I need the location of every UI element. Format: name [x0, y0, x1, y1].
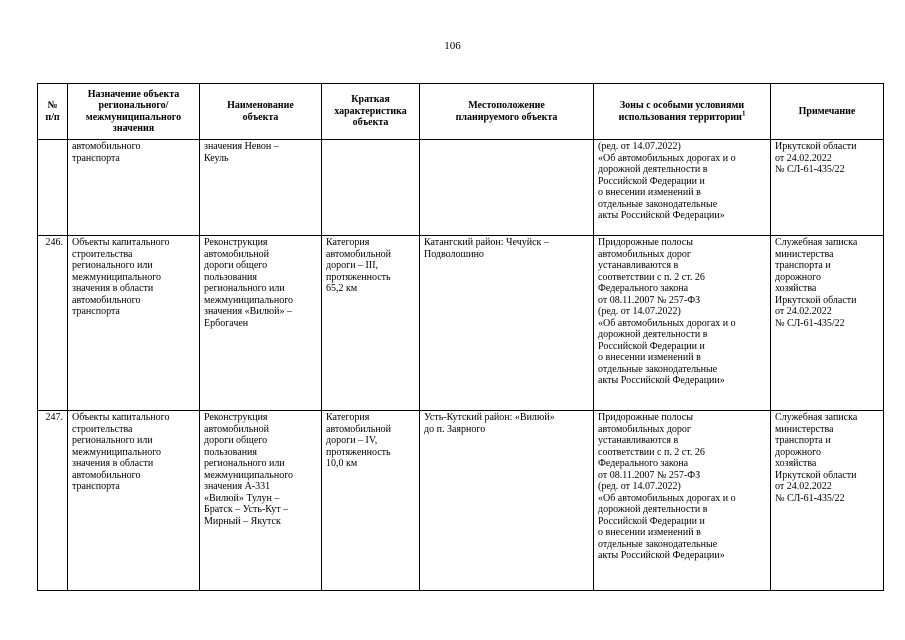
cell-line: Российской Федерации и	[598, 175, 705, 187]
cell-line: транспорта	[72, 306, 120, 317]
cell-line: автомобильной	[204, 423, 269, 435]
cell-line: «Об автомобильных дорогах и о	[598, 317, 736, 329]
cell-zones	[594, 411, 771, 591]
cell-line: автомобильных дорог	[598, 248, 692, 260]
cell-line: соответствии с п. 2 ст. 26	[598, 271, 705, 283]
cell-line: (ред. от 14.07.2022)	[598, 306, 681, 317]
cell-line: транспорта и	[775, 435, 831, 446]
cell-name	[200, 236, 322, 411]
cell-characteristic	[322, 411, 420, 591]
cell-line: Российской Федерации и	[598, 515, 705, 527]
cell-zones	[594, 140, 771, 236]
cell-line: дорожного	[775, 271, 821, 283]
cell-line: объекта	[352, 117, 389, 129]
cell-line: автомобильного	[72, 294, 141, 306]
cell-line: протяженность	[326, 446, 391, 458]
cell-line: п/п	[45, 111, 60, 123]
cell-line: значения в области	[72, 283, 154, 294]
cell-name	[200, 411, 322, 591]
table-row	[38, 140, 884, 236]
cell-purpose	[68, 140, 200, 236]
cell-line: дороги – IV,	[326, 435, 378, 446]
cell-line: пользования	[204, 271, 257, 283]
cell-line: от 24.02.2022	[775, 306, 832, 317]
cell-line: автомобильного	[72, 469, 141, 481]
cell-line: Служебная записка	[775, 237, 858, 248]
table-header-row	[38, 84, 884, 140]
cell-line: Подволошино	[424, 248, 484, 260]
cell-line: Категория	[326, 412, 370, 423]
cell-location	[420, 411, 594, 591]
cell-line: отдельные законодательные	[598, 538, 718, 550]
cell-line: отдельные законодательные	[598, 363, 718, 375]
cell-line: «Об автомобильных дорогах и о	[598, 152, 736, 164]
cell-line: Категория	[326, 237, 370, 248]
cell-line: хозяйства	[775, 458, 817, 469]
cell-line: дорожной деятельности в	[598, 329, 708, 340]
cell-line: Примечание	[798, 105, 856, 117]
header-zones	[594, 84, 771, 140]
header-characteristic	[322, 84, 420, 140]
cell-name	[200, 140, 322, 236]
cell-line: Ербогачен	[204, 317, 249, 329]
cell-line: № СЛ-61-435/22	[775, 164, 845, 175]
cell-line: Усть-Кутский район: «Вилюй»	[424, 412, 555, 423]
cell-num	[38, 140, 68, 236]
cell-line: значения	[112, 123, 155, 134]
cell-line: (ред. от 14.07.2022)	[598, 481, 681, 492]
cell-num: 247.	[38, 411, 68, 591]
cell-line: № СЛ-61-435/22	[775, 492, 845, 504]
cell-line: значения Невон –	[204, 141, 279, 152]
cell-zones	[594, 236, 771, 411]
cell-line: о внесении изменений в	[598, 527, 701, 538]
cell-purpose	[68, 411, 200, 591]
cell-line: Катангский район: Чечуйск –	[424, 237, 549, 248]
cell-line: регионального или	[72, 435, 153, 446]
cell-line: от 24.02.2022	[775, 481, 832, 492]
cell-line: Придорожные полосы	[598, 237, 693, 248]
cell-line: до п. Заярного	[424, 423, 486, 435]
cell-line: транспорта и	[775, 260, 831, 271]
cell-line: акты Российской Федерации»	[598, 550, 725, 561]
cell-line: дорожной деятельности в	[598, 504, 708, 515]
cell-line: дорожного	[775, 446, 821, 458]
cell-line: Краткая	[351, 94, 390, 106]
cell-line: устанавливаются в	[598, 435, 679, 446]
cell-line: автомобильной	[204, 248, 269, 260]
cell-line: дороги – III,	[326, 260, 379, 271]
cell-line: межмуниципального	[72, 446, 162, 458]
table-row	[38, 411, 884, 591]
cell-line: акты Российской Федерации»	[598, 375, 725, 386]
header-purpose	[68, 84, 200, 140]
cell-line: Иркутской области	[775, 469, 857, 481]
cell-line: министерства	[775, 423, 834, 435]
cell-line: 10,0 км	[326, 458, 358, 469]
cell-line: Объекты капитального	[72, 412, 170, 423]
cell-line: регионального или	[204, 458, 285, 469]
cell-characteristic	[322, 140, 420, 236]
cell-line: пользования	[204, 446, 257, 458]
cell-note	[771, 411, 884, 591]
cell-line: Мирный – Якутск	[204, 515, 281, 527]
cell-line: строительства	[72, 248, 133, 260]
cell-line: хозяйства	[775, 283, 817, 294]
cell-line: отдельные законодательные	[598, 198, 718, 210]
cell-location	[420, 236, 594, 411]
header-location	[420, 84, 594, 140]
cell-line: от 08.11.2007 № 257-ФЗ	[598, 469, 701, 481]
cell-line: Объекты капитального	[72, 237, 170, 248]
cell-note	[771, 236, 884, 411]
cell-line: транспорта	[72, 481, 120, 492]
cell-line: о внесении изменений в	[598, 187, 701, 198]
cell-line: акты Российской Федерации»	[598, 210, 725, 221]
cell-line: Зоны с особыми условиями	[619, 100, 745, 111]
cell-line: № СЛ-61-435/22	[775, 317, 845, 329]
cell-line: строительства	[72, 423, 133, 435]
footnote-marker: 1	[741, 109, 746, 118]
cell-line: Иркутской области	[775, 294, 857, 306]
header-num	[38, 84, 68, 140]
cell-line: от 24.02.2022	[775, 152, 832, 164]
cell-line: регионального или	[204, 283, 285, 294]
cell-line: межмуниципального	[204, 294, 294, 306]
cell-location	[420, 140, 594, 236]
cell-line: устанавливаются в	[598, 260, 679, 271]
cell-line: автомобильного	[72, 141, 141, 152]
objects-table	[37, 83, 884, 591]
cell-line: Наименование	[227, 100, 294, 111]
cell-note	[771, 140, 884, 236]
cell-characteristic	[322, 236, 420, 411]
cell-line: значения А-331	[204, 481, 271, 492]
cell-line: автомобильной	[326, 423, 391, 435]
cell-line: характеристика	[334, 105, 407, 117]
cell-line: 65,2 км	[326, 283, 358, 294]
cell-line: «Вилюй» Тулун –	[204, 492, 280, 504]
cell-line: о внесении изменений в	[598, 352, 701, 363]
cell-line: значения в области	[72, 458, 154, 469]
cell-line: (ред. от 14.07.2022)	[598, 141, 681, 152]
cell-line: №	[47, 100, 58, 111]
cell-line: межмуниципального	[204, 469, 294, 481]
cell-line: Федерального закона	[598, 283, 689, 294]
cell-line: автомобильной	[326, 248, 391, 260]
cell-line: межмуниципального	[85, 111, 182, 123]
cell-line: автомобильных дорог	[598, 423, 692, 435]
cell-line: дороги общего	[204, 435, 268, 446]
cell-line: дорожной деятельности в	[598, 164, 708, 175]
table-row	[38, 236, 884, 411]
cell-line: Федерального закона	[598, 458, 689, 469]
cell-line: межмуниципального	[72, 271, 162, 283]
header-note	[771, 84, 884, 140]
cell-line: соответствии с п. 2 ст. 26	[598, 446, 705, 458]
cell-line: дороги общего	[204, 260, 268, 271]
cell-line: планируемого объекта	[455, 111, 558, 123]
cell-purpose	[68, 236, 200, 411]
cell-line: использования территории$^1$	[618, 109, 746, 123]
cell-line: регионального/	[98, 100, 169, 111]
cell-line: Иркутской области	[775, 141, 857, 152]
page-number: 106	[444, 40, 461, 52]
cell-line: министерства	[775, 248, 834, 260]
cell-line: Местоположение	[468, 100, 545, 111]
cell-line: Придорожные полосы	[598, 412, 693, 423]
header-name	[200, 84, 322, 140]
cell-line: Служебная записка	[775, 412, 858, 423]
cell-line: значения «Вилюй» –	[204, 306, 292, 317]
cell-num: 246.	[38, 236, 68, 411]
cell-line: Кеуль	[204, 152, 229, 164]
cell-line: Реконструкция	[204, 237, 268, 248]
cell-line: Назначение объекта	[87, 88, 180, 100]
cell-line: протяженность	[326, 271, 391, 283]
cell-line: объекта	[242, 111, 279, 123]
cell-line: от 08.11.2007 № 257-ФЗ	[598, 294, 701, 306]
cell-line: регионального или	[72, 260, 153, 271]
cell-line: Братск – Усть-Кут –	[204, 504, 289, 515]
cell-line: Реконструкция	[204, 412, 268, 423]
cell-line: транспорта	[72, 152, 120, 164]
cell-line: Российской Федерации и	[598, 340, 705, 352]
cell-line: «Об автомобильных дорогах и о	[598, 492, 736, 504]
